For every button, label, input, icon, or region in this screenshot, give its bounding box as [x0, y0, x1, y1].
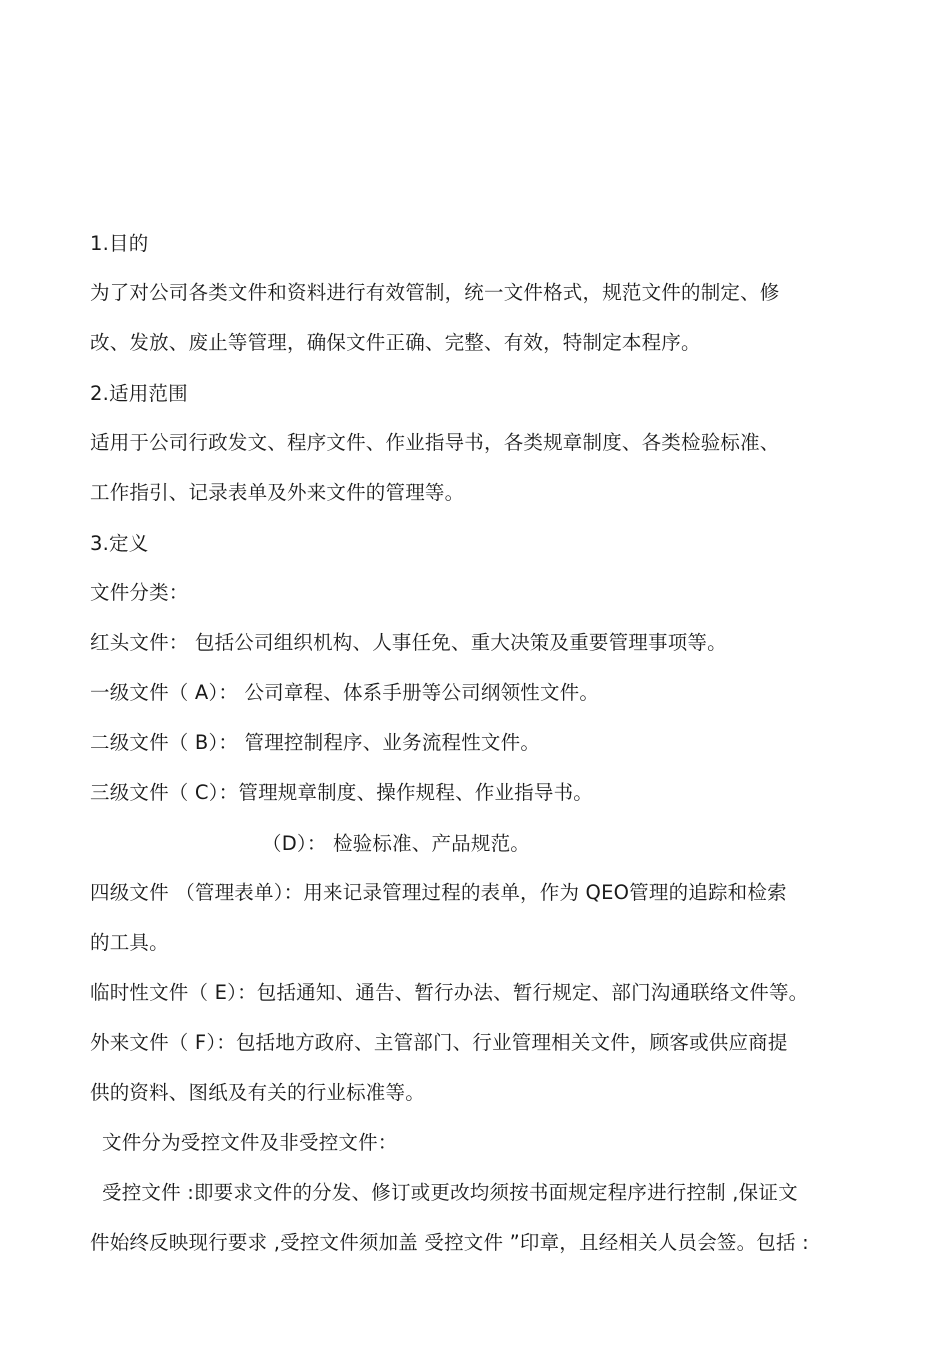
section-3-heading: 3.定义 — [90, 532, 149, 555]
controlled-docs-line-2: 件始终反映现行要求 ,受控文件须加盖 受控文件 ”印章，且经相关人员会签。包括 : — [90, 1231, 809, 1254]
red-header-docs: 红头文件： 包括公司组织机构、人事任免、重大决策及重要管理事项等。 — [90, 631, 727, 654]
level-4-docs-line-1: 四级文件 （管理表单）：用来记录管理过程的表单，作为 QEO管理的追踪和检索 — [90, 881, 787, 904]
level-3-d-docs: （D）： 检验标准、产品规范。 — [262, 832, 530, 855]
section-1-line-1: 为了对公司各类文件和资料进行有效管制，统一文件格式，规范文件的制定、修 — [90, 281, 780, 304]
temporary-docs: 临时性文件（ E）：包括通知、通告、暂行办法、暂行规定、部门沟通联络文件等。 — [90, 981, 809, 1004]
section-1-heading: 1.目的 — [90, 232, 149, 255]
level-1-docs: 一级文件（ A）： 公司章程、体系手册等公司纲领性文件。 — [90, 681, 600, 704]
controlled-split-label: 文件分为受控文件及非受控文件： — [102, 1131, 398, 1154]
section-1-line-2: 改、发放、废止等管理，确保文件正确、完整、有效，特制定本程序。 — [90, 331, 701, 354]
level-3-docs: 三级文件（ C）：管理规章制度、操作规程、作业指导书。 — [90, 781, 593, 804]
file-classification-label: 文件分类： — [90, 581, 189, 604]
section-2-heading: 2.适用范围 — [90, 382, 188, 405]
section-2-line-1: 适用于公司行政发文、程序文件、作业指导书，各类规章制度、各类检验标准、 — [90, 431, 780, 454]
level-2-docs: 二级文件（ B）： 管理控制程序、业务流程性文件。 — [90, 731, 541, 754]
external-docs-line-1: 外来文件（ F）：包括地方政府、主管部门、行业管理相关文件，顾客或供应商提 — [90, 1031, 788, 1054]
level-4-docs-line-2: 的工具。 — [90, 931, 169, 954]
section-2-line-2: 工作指引、记录表单及外来文件的管理等。 — [90, 481, 465, 504]
controlled-docs-line-1: 受控文件 :即要求文件的分发、修订或更改均须按书面规定程序进行控制 ,保证文 — [102, 1181, 798, 1204]
external-docs-line-2: 供的资料、图纸及有关的行业标准等。 — [90, 1081, 425, 1104]
